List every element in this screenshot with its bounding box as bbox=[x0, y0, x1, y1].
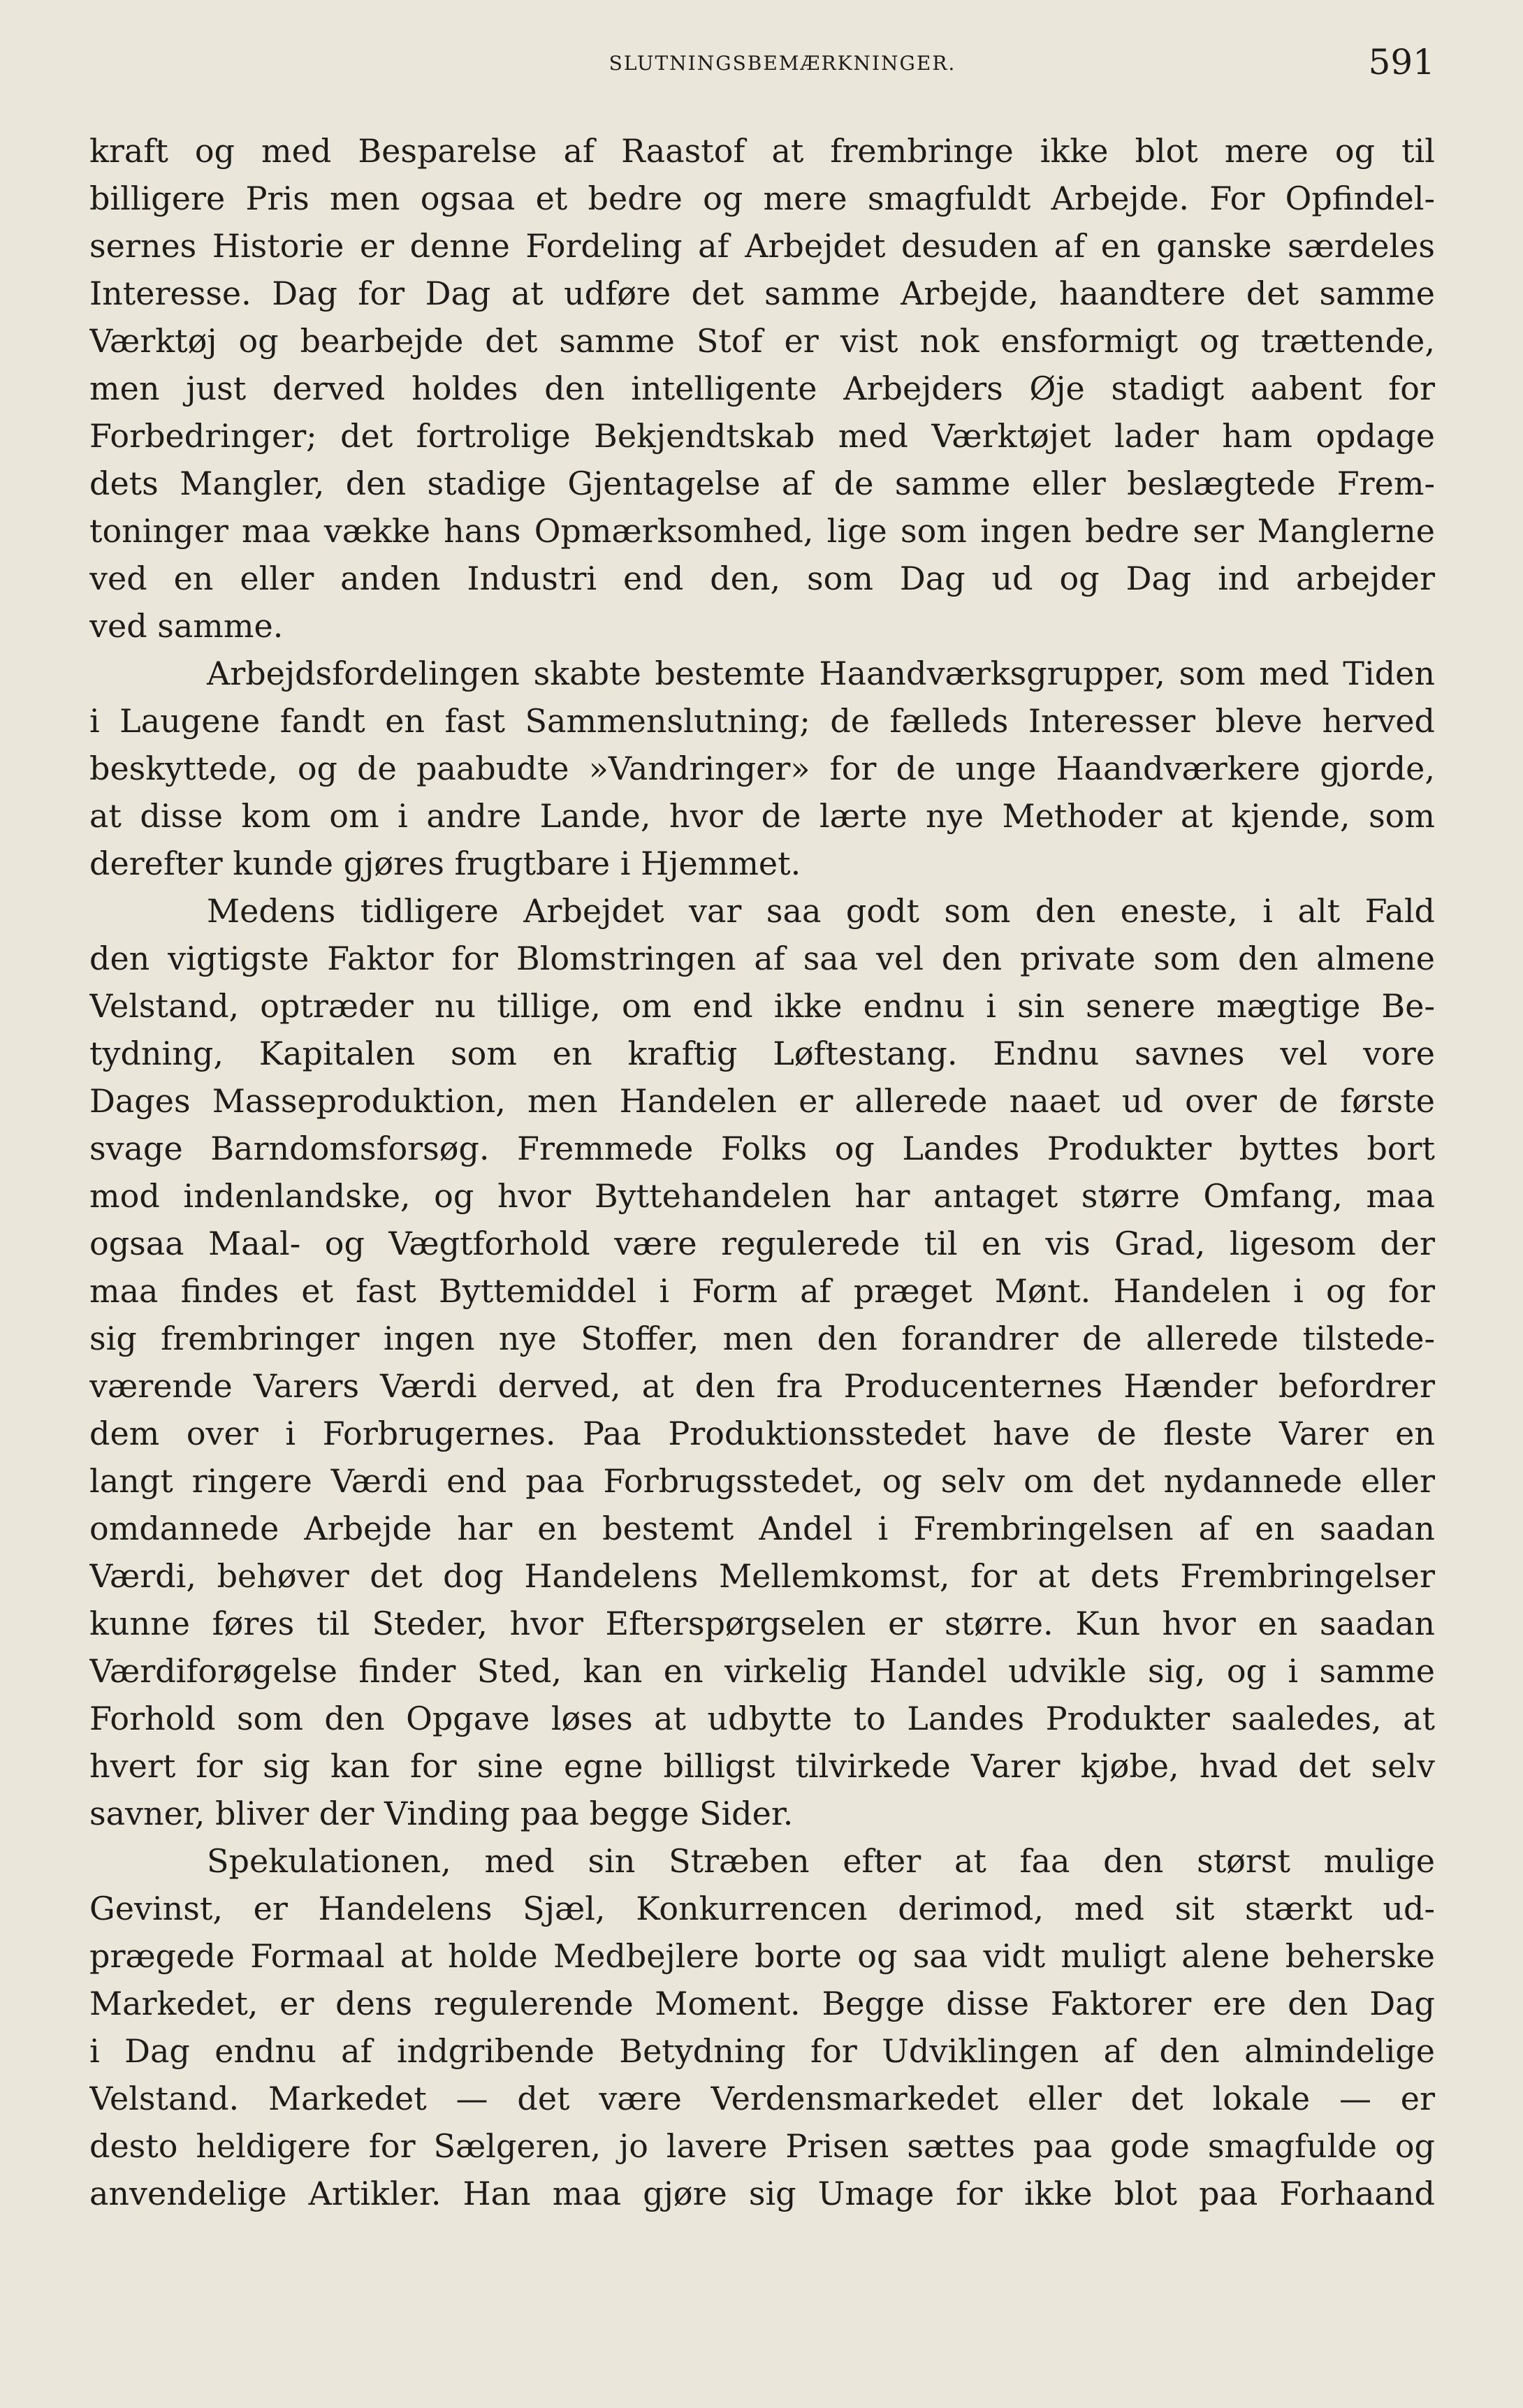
text-line: omdannede Arbejde har en bestemt Andel i Frembringelsen af en saadan bbox=[89, 1510, 1435, 1547]
text-line: savner, bliver der Vinding paa begge Sider. bbox=[89, 1795, 794, 1832]
text-line: i Laugene fandt en fast Sammenslutning; de fælleds Interesser bleve herved bbox=[89, 702, 1435, 740]
text-line: desto heldigere for Sælgeren, jo lavere Prisen sættes paa gode smagfulde og bbox=[89, 2127, 1435, 2165]
text-line: Værdi, behøver det dog Handelens Mellemkomst, for at dets Frembringelser bbox=[89, 1557, 1435, 1595]
text-line: værende Varers Værdi derved, at den fra Producenternes Hænder befordrer bbox=[89, 1367, 1435, 1405]
paragraph-start-line: Spekulationen, med sin Stræben efter at faa den størst mulige bbox=[207, 1842, 1435, 1880]
text-line: billigere Pris men ogsaa et bedre og mere smagfuldt Arbejde. For Opfindel- bbox=[89, 180, 1435, 217]
text-line: dets Mangler, den stadige Gjentagelse af de samme eller beslægtede Frem- bbox=[89, 465, 1435, 502]
text-line: Forbedringer; det fortrolige Bekjendtskab med Værktøjet lader ham opdage bbox=[89, 417, 1435, 455]
text-line: mod indenlandske, og hvor Byttehandelen har antaget større Omfang, maa bbox=[89, 1177, 1435, 1215]
text-line: ved en eller anden Industri end den, som Dag ud og Dag ind arbejder bbox=[89, 560, 1435, 597]
body-text bbox=[89, 127, 1435, 2217]
text-line: svage Barndomsforsøg. Fremmede Folks og Landes Produkter byttes bort bbox=[89, 1130, 1435, 1167]
text-line: ved samme. bbox=[89, 607, 284, 645]
text-line: maa findes et fast Byttemiddel i Form af præget Mønt. Handelen i og for bbox=[89, 1272, 1435, 1310]
text-line: Værdiforøgelse finder Sted, kan en virkelig Handel udvikle sig, og i samme bbox=[89, 1652, 1435, 1690]
text-line: tydning, Kapitalen som en kraftig Løftestang. Endnu savnes vel vore bbox=[89, 1035, 1435, 1072]
text-line: Velstand, optræder nu tillige, om end ikke endnu i sin senere mægtige Be- bbox=[89, 987, 1435, 1025]
text-line: Velstand. Markedet — det være Verdensmarkedet eller det lokale — er bbox=[89, 2080, 1435, 2117]
text-line: Gevinst, er Handelens Sjæl, Konkurrencen derimod, med sit stærkt ud- bbox=[89, 1890, 1435, 1927]
paragraph-start-line: Arbejdsfordelingen skabte bestemte Haandværksgrupper, som med Tiden bbox=[207, 655, 1435, 692]
text-line: kraft og med Besparelse af Raastof at frembringe ikke blot mere og til bbox=[89, 132, 1435, 170]
paragraph-start-line: Medens tidligere Arbejdet var saa godt som den eneste, i alt Fald bbox=[207, 892, 1435, 930]
text-line: beskyttede, og de paabudte »Vandringer» for de unge Haandværkere gjorde, bbox=[89, 750, 1435, 787]
text-line: at disse kom om i andre Lande, hvor de lærte nye Methoder at kjende, som bbox=[89, 797, 1435, 835]
text-line: i Dag endnu af indgribende Betydning for Udviklingen af den almindelige bbox=[89, 2032, 1435, 2070]
text-line: hvert for sig kan for sine egne billigst tilvirkede Varer kjøbe, hvad det selv bbox=[89, 1747, 1435, 1785]
text-line: anvendelige Artikler. Han maa gjøre sig Umage for ikke blot paa Forhaand bbox=[89, 2175, 1435, 2212]
text-line: prægede Formaal at holde Medbejlere borte og saa vidt muligt alene beherske bbox=[89, 1937, 1435, 1975]
text-line: Interesse. Dag for Dag at udføre det samme Arbejde, haandtere det samme bbox=[89, 275, 1435, 312]
text-line: den vigtigste Faktor for Blomstringen af saa vel den private som den almene bbox=[89, 940, 1435, 977]
text-line: men just derved holdes den intelligente Arbejders Øje stadigt aabent for bbox=[89, 370, 1435, 407]
text-line: toninger maa vække hans Opmærksomhed, lige som ingen bedre ser Manglerne bbox=[89, 512, 1435, 550]
text-line: dem over i Forbrugernes. Paa Produktionsstedet have de fleste Varer en bbox=[89, 1415, 1435, 1452]
text-line: ogsaa Maal- og Vægtforhold være regulerede til en vis Grad, ligesom der bbox=[89, 1225, 1435, 1262]
text-line: Dages Masseproduktion, men Handelen er allerede naaet ud over de første bbox=[89, 1082, 1435, 1120]
text-line: sig frembringer ingen nye Stoffer, men den forandrer de allerede tilstede- bbox=[89, 1320, 1435, 1357]
text-line: kunne føres til Steder, hvor Efterspørgselen er større. Kun hvor en saadan bbox=[89, 1605, 1435, 1642]
text-line: Markedet, er dens regulerende Moment. Begge disse Faktorer ere den Dag bbox=[89, 1985, 1435, 2022]
text-line: sernes Historie er denne Fordeling af Arbejdet desuden af en ganske særdeles bbox=[89, 227, 1435, 265]
running-head: SLUTNINGSBEMÆRKNINGER. bbox=[609, 52, 956, 75]
text-line: Forhold som den Opgave løses at udbytte to Landes Produkter saaledes, at bbox=[89, 1700, 1435, 1737]
text-line: derefter kunde gjøres frugtbare i Hjemmet. bbox=[89, 845, 801, 882]
text-line: langt ringere Værdi end paa Forbrugsstedet, og selv om det nydannede eller bbox=[89, 1462, 1435, 1500]
page-number: 591 bbox=[1368, 42, 1435, 82]
text-line: Værktøj og bearbejde det samme Stof er vist nok ensformigt og trættende, bbox=[89, 322, 1435, 360]
